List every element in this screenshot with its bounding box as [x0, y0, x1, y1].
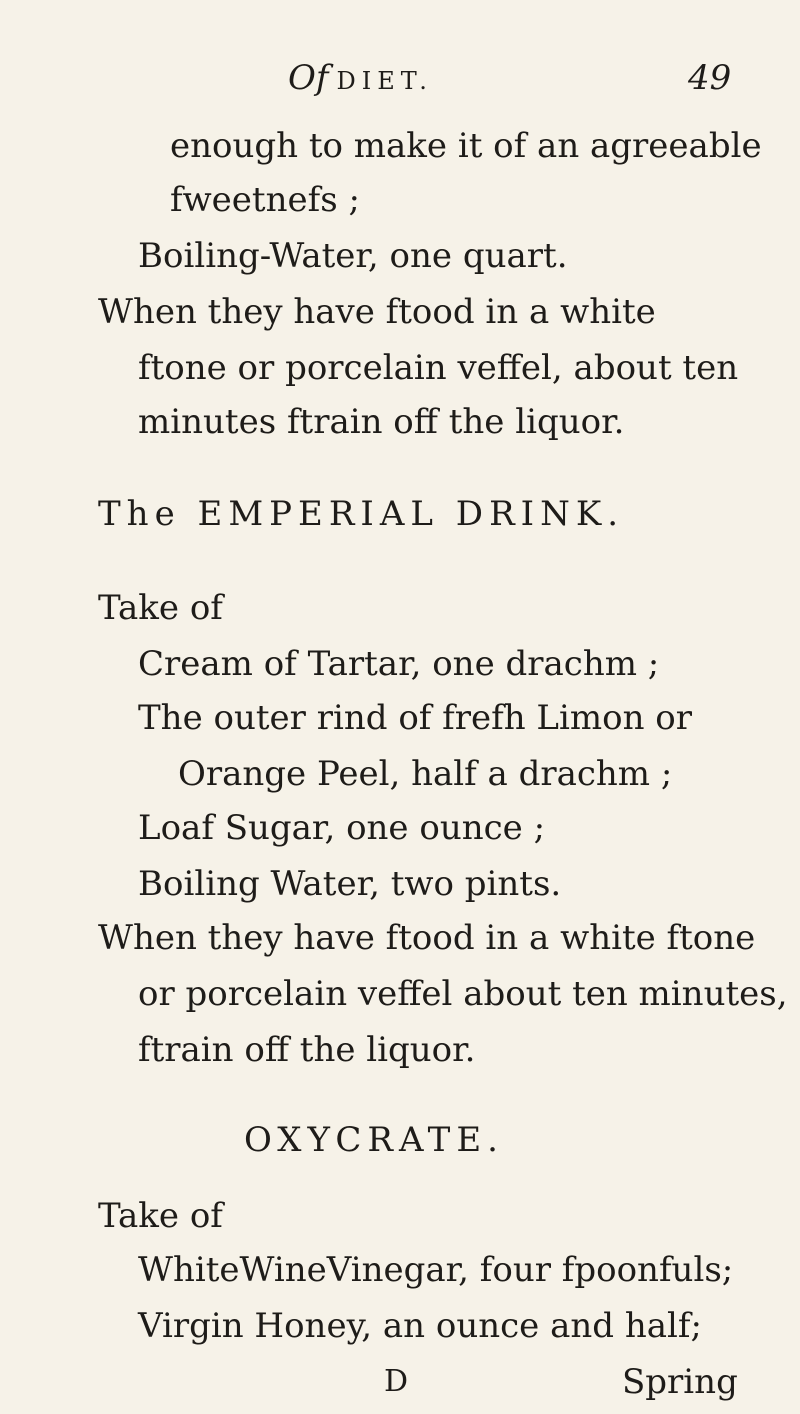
text-line: Boiling-Water, one quart. — [138, 236, 568, 276]
section-heading-oxycrate: OXYCRATE. — [244, 1120, 504, 1160]
text-line: When they have ftood in a white ftone — [98, 918, 756, 958]
section-heading-emperial-drink: The EMPERIAL DRINK. — [98, 494, 625, 534]
text-line: ftrain off the liquor. — [138, 1030, 476, 1070]
ingredient-line: Virgin Honey, an ounce and half; — [138, 1306, 702, 1346]
catchword: Spring — [622, 1362, 738, 1402]
signature-mark: D — [384, 1364, 409, 1399]
text-line: minutes ftrain off the liquor. — [138, 402, 625, 442]
ingredient-line: Orange Peel, half a drachm ; — [178, 754, 673, 794]
text-line: ftone or porcelain veffel, about ten — [138, 348, 739, 388]
text-line: enough to make it of an agreeable — [170, 126, 762, 166]
text-line: fweetnefs ; — [170, 180, 360, 220]
running-head — [288, 58, 433, 101]
ingredient-line: Cream of Tartar, one drachm ; — [138, 644, 660, 684]
ingredient-line: Boiling Water, two pints. — [138, 864, 562, 904]
ingredient-line: WhiteWineVinegar, four fpoonfuls; — [138, 1250, 734, 1290]
running-head-title: DIET. — [336, 67, 433, 95]
text-line: When they have ftood in a white — [98, 292, 656, 332]
ingredient-line: Loaf Sugar, one ounce ; — [138, 808, 546, 848]
text-line: Take of — [98, 588, 223, 628]
page-number: 49 — [688, 58, 732, 98]
running-head-of: Of — [288, 58, 329, 98]
text-line: or porcelain veffel about ten minutes, — [138, 974, 788, 1014]
text-line: Take of — [98, 1196, 223, 1236]
ingredient-line: The outer rind of frefh Limon or — [138, 698, 693, 738]
